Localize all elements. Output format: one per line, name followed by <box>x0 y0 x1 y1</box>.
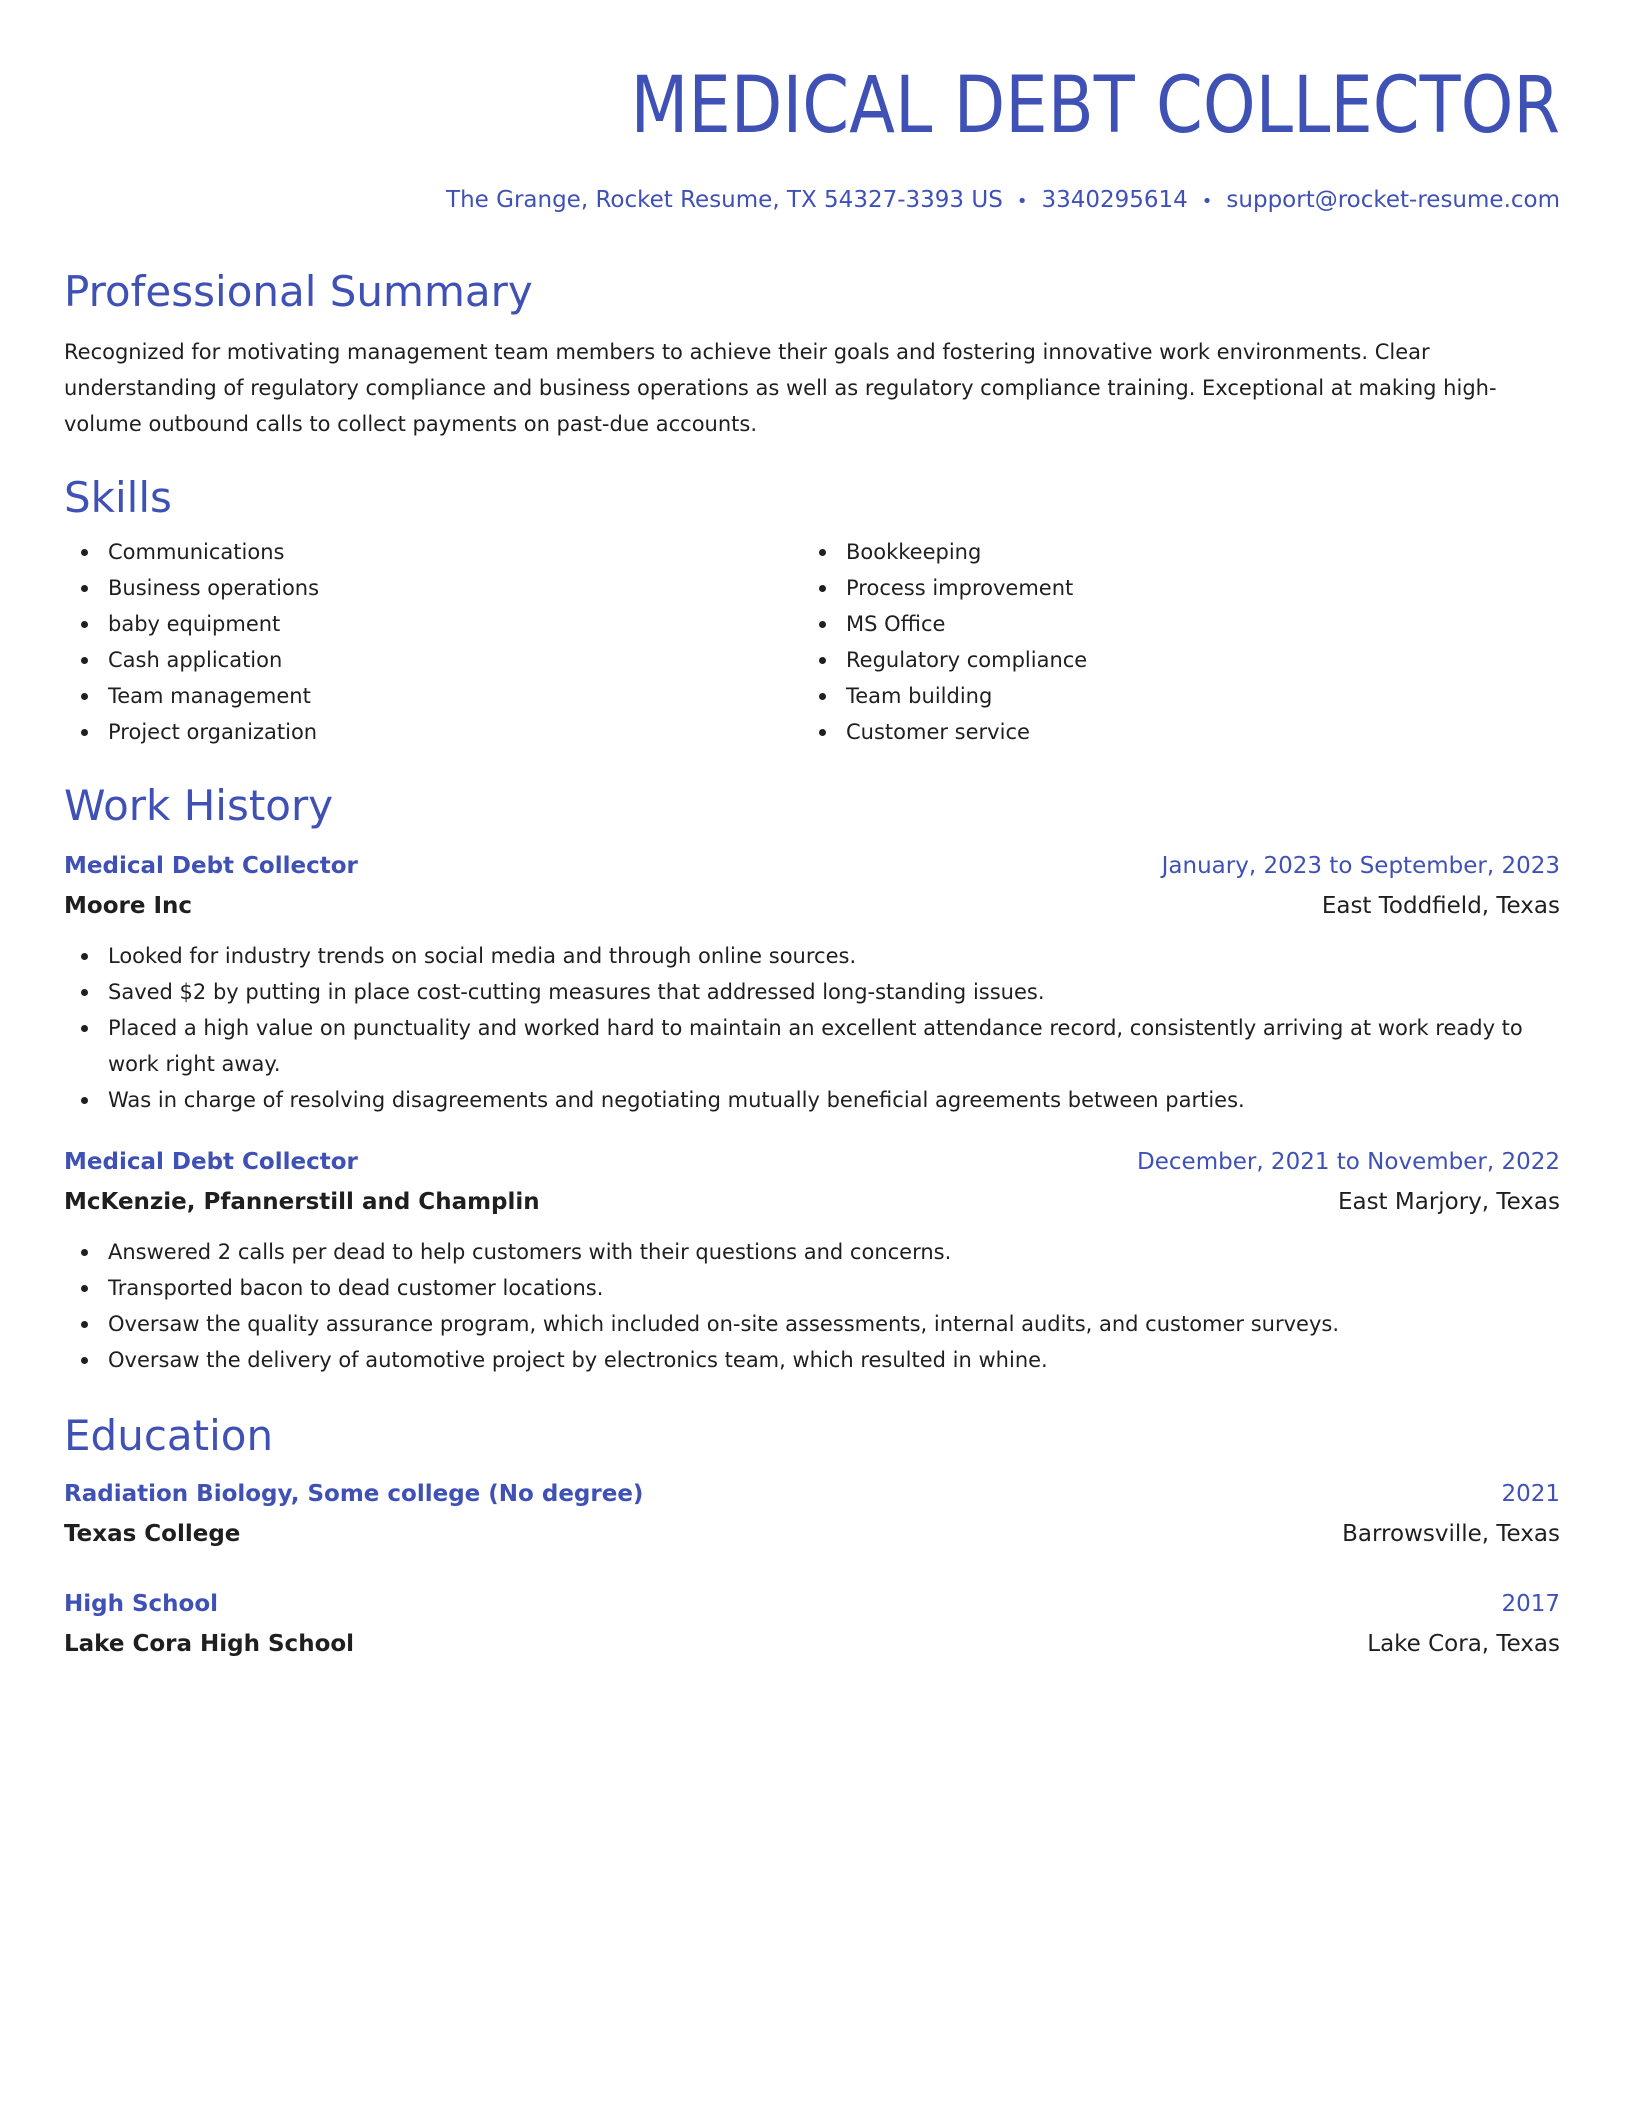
job-bullet: Oversaw the delivery of automotive project by electronics team, which resulted in whine. <box>64 1342 1560 1378</box>
job-bullets <box>64 938 1560 1118</box>
skill-item: Bookkeeping <box>802 534 1540 570</box>
job-dates: January, 2023 to September, 2023 <box>1161 853 1560 879</box>
summary-text: Recognized for motivating management team members to achieve their goals and fostering innovative work environments. Clear understanding of regulatory compliance and business operations as well as regulatory compliance training. Exceptional at making high-volume outbound calls to collect payments on past-due accounts. <box>64 340 1497 436</box>
job-subheader <box>64 1182 1560 1222</box>
education-school: Texas College <box>64 1521 241 1547</box>
education-location: Barrowsville, Texas <box>1342 1521 1560 1547</box>
job-bullet: Saved $2 by putting in place cost-cutting measures that addressed long-standing issues. <box>64 974 1560 1010</box>
skills-list <box>64 534 1560 750</box>
job-bullet: Transported bacon to dead customer locations. <box>64 1270 1560 1306</box>
education-school: Lake Cora High School <box>64 1631 355 1657</box>
job-bullet: Looked for industry trends on social media and through online sources. <box>64 938 1560 974</box>
job-entry <box>64 1142 1560 1378</box>
job-header <box>64 1142 1560 1182</box>
education-degree: Radiation Biology, Some college (No degree) <box>64 1481 644 1507</box>
job-location: East Marjory, Texas <box>1337 1189 1560 1215</box>
education-subheader <box>64 1514 1560 1554</box>
skill-item: Communications <box>64 534 802 570</box>
contact-phone: 3340295614 <box>1041 187 1188 213</box>
education-year: 2017 <box>1501 1591 1560 1617</box>
education-subheader <box>64 1624 1560 1664</box>
job-bullets <box>64 1234 1560 1378</box>
job-role: Medical Debt Collector <box>64 853 358 879</box>
skill-item: baby equipment <box>64 606 802 642</box>
section-title-education: Education <box>64 1411 274 1460</box>
education-entry <box>64 1584 1560 1664</box>
resume-page <box>64 0 1560 1664</box>
contact-separator: • <box>1016 191 1028 212</box>
job-role: Medical Debt Collector <box>64 1149 358 1175</box>
skills-column-right <box>802 534 1540 750</box>
job-subheader <box>64 886 1560 926</box>
skill-item: Project organization <box>64 714 802 750</box>
contact-address: The Grange, Rocket Resume, TX 54327-3393 US <box>446 187 1003 213</box>
skills-column-left <box>64 534 802 750</box>
job-company: McKenzie, Pfannerstill and Champlin <box>64 1189 540 1215</box>
candidate-name: MEDICAL DEBT COLLECTOR <box>630 61 1560 151</box>
section-title-skills: Skills <box>64 473 172 522</box>
education-location: Lake Cora, Texas <box>1367 1631 1560 1657</box>
skill-item: Team management <box>64 678 802 714</box>
section-title-summary: Professional Summary <box>64 267 533 316</box>
education-entry <box>64 1474 1560 1554</box>
job-dates: December, 2021 to November, 2022 <box>1137 1149 1560 1175</box>
skill-item: Cash application <box>64 642 802 678</box>
skill-item: MS Office <box>802 606 1540 642</box>
job-location: East Toddfield, Texas <box>1321 893 1560 919</box>
skill-item: Customer service <box>802 714 1540 750</box>
contact-line <box>64 184 1560 218</box>
job-bullet: Was in charge of resolving disagreements and negotiating mutually beneficial agreements between parties. <box>64 1082 1560 1118</box>
education-header <box>64 1584 1560 1624</box>
skill-item: Team building <box>802 678 1540 714</box>
skill-item: Regulatory compliance <box>802 642 1540 678</box>
job-bullet: Answered 2 calls per dead to help customers with their questions and concerns. <box>64 1234 1560 1270</box>
skill-item: Business operations <box>64 570 802 606</box>
education-degree: High School <box>64 1591 219 1617</box>
contact-separator: • <box>1201 191 1213 212</box>
job-bullet: Oversaw the quality assurance program, which included on-site assessments, internal audits, and customer surveys. <box>64 1306 1560 1342</box>
skill-item: Process improvement <box>802 570 1540 606</box>
education-header <box>64 1474 1560 1514</box>
section-title-work-history: Work History <box>64 781 334 830</box>
education-year: 2021 <box>1501 1481 1560 1507</box>
job-bullet: Placed a high value on punctuality and worked hard to maintain an excellent attendance record, consistently arriving at work ready to work right away. <box>64 1010 1560 1082</box>
job-header <box>64 846 1560 886</box>
job-entry <box>64 846 1560 1118</box>
job-company: Moore Inc <box>64 893 193 919</box>
contact-email: support@rocket-resume.com <box>1226 187 1560 213</box>
